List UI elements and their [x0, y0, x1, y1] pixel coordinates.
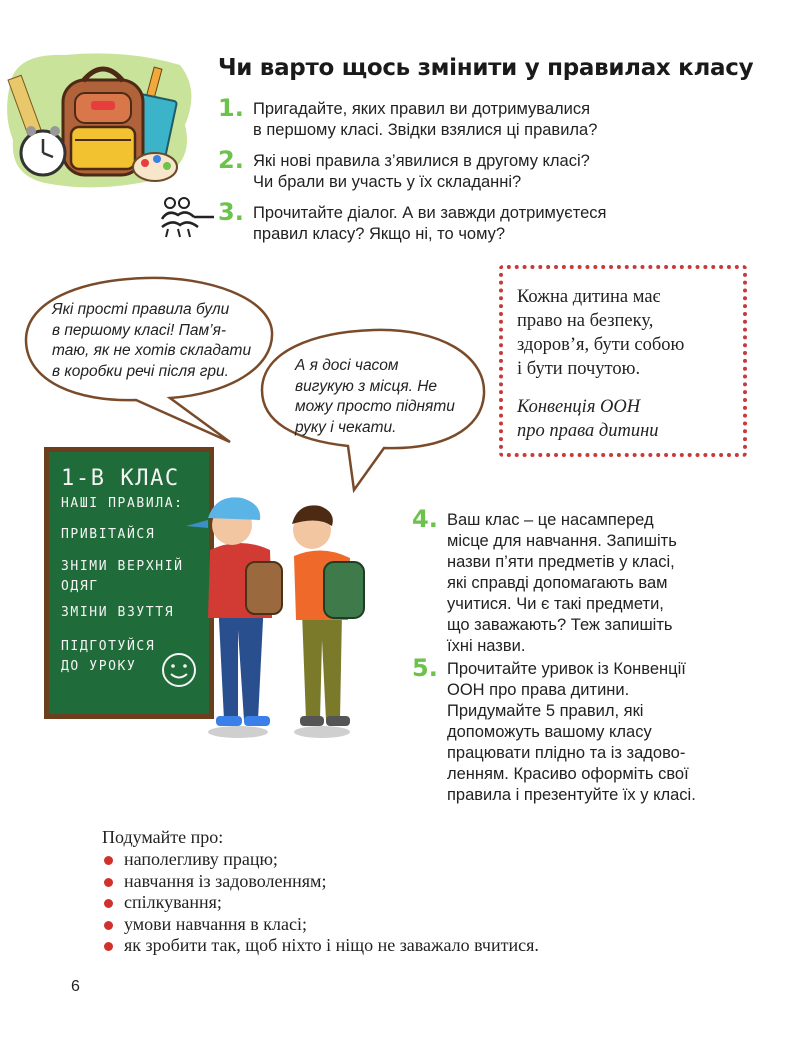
task-text-line: Які нові правила з’явилися в другому класі?	[253, 152, 590, 170]
quote-line: і бути почутою.	[517, 359, 641, 379]
task-text-line: Придумайте 5 правил, які	[447, 702, 644, 720]
task-text-line: учитися. Чи є такі предмети,	[447, 595, 664, 613]
list-item: навчання із задоволенням;	[104, 871, 539, 893]
task-text-line: Прочитайте діалог. А ви завжди дотримуєтеся	[253, 204, 607, 222]
convention-quote-box	[499, 265, 747, 457]
bullet-icon	[104, 921, 113, 930]
task-text-line: працювати плідно та із задово-	[447, 744, 686, 762]
task-text-line: в першому класі. Звідки взялися ці правила?	[253, 121, 598, 139]
task-text-line: допоможуть вашому класу	[447, 723, 652, 741]
quote-source: Конвенція ООН	[517, 397, 641, 417]
task-text-line: що заважають? Теж запишіть	[447, 616, 673, 634]
list-item: умови навчання в класі;	[104, 914, 539, 936]
quote-line: здоров’я, бути собою	[517, 335, 685, 355]
quote-line: право на безпеку,	[517, 311, 654, 331]
task-text-line: їхні назви.	[447, 637, 526, 655]
board-rule: ОДЯГ	[61, 579, 99, 594]
task-number: 1.	[218, 94, 244, 122]
bullet-icon	[104, 899, 113, 908]
bullet-icon	[104, 878, 113, 887]
quote-source: про права дитини	[517, 421, 659, 441]
task-number: 4.	[412, 505, 438, 533]
think-intro: Подумайте про:	[102, 827, 224, 847]
think-list	[104, 849, 539, 957]
task-text-line: які справді допомагають вам	[447, 574, 668, 592]
bullet-icon	[104, 942, 113, 951]
task-text-line: місце для навчання. Запишіть	[447, 532, 677, 550]
school-backpack-illustration	[5, 45, 200, 190]
task-number: 2.	[218, 146, 244, 174]
board-heading: 1-В КЛАС	[61, 466, 180, 491]
list-item: як зробити так, щоб ніхто і ніщо не заважало вчитися.	[104, 935, 539, 957]
task-text-line: правила і презентуйте їх у класі.	[447, 786, 696, 804]
board-subheading: НАШІ ПРАВИЛА:	[61, 496, 184, 511]
page-number: 6	[71, 978, 80, 995]
board-rule: ПІДГОТУЙСЯ	[61, 639, 156, 654]
speech-bubble-1-text: Які прості правила були в першому класі! Пам’я- таю, як не хотів складати в коробки речі після гри.	[52, 301, 252, 380]
task-text-line: Чи брали ви участь у їх складанні?	[253, 173, 522, 191]
list-item: наполегливу працю;	[104, 849, 539, 871]
task-text-line: ООН про права дитини.	[447, 681, 630, 699]
bullet-icon	[104, 856, 113, 865]
task-text-line: Пригадайте, яких правил ви дотримувалися	[253, 100, 591, 118]
task-number: 3.	[218, 198, 244, 226]
list-item: спілкування;	[104, 892, 539, 914]
speech-bubble-2-text: А я досі часом вигукую з місця. Не можу просто підняти руку і чекати.	[295, 357, 455, 436]
page-title: Чи варто щось змінити у правилах класу	[218, 55, 754, 81]
think-about-section	[102, 827, 223, 849]
task-number: 5.	[412, 654, 438, 682]
board-rule: ДО УРОКУ	[61, 659, 137, 674]
board-rule: ПРИВІТАЙСЯ	[61, 527, 156, 542]
board-rule: ЗНІМИ ВЕРХНІЙ	[61, 559, 184, 574]
task-text-line: Прочитайте уривок із Конвенції	[447, 660, 686, 678]
task-text-line: Ваш клас – це насамперед	[447, 511, 654, 529]
quote-line: Кожна дитина має	[517, 287, 661, 307]
students-illustration	[180, 480, 380, 742]
task-text-line: назви п’яти предметів у класі,	[447, 553, 675, 571]
pair-work-icon	[158, 195, 216, 239]
task-text-line: правил класу? Якщо ні, то чому?	[253, 225, 506, 243]
task-text-line: ленням. Красиво оформіть свої	[447, 765, 689, 783]
board-rule: ЗМІНИ ВЗУТТЯ	[61, 605, 175, 620]
